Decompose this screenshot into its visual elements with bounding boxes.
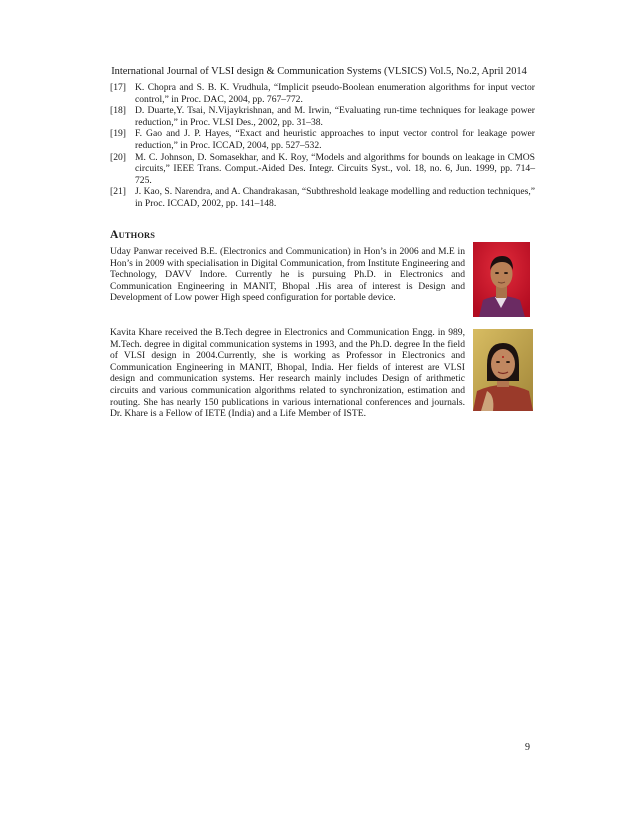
reference-item [110, 105, 535, 128]
page-number: 9 [525, 742, 530, 753]
author-photo-panwar [473, 242, 530, 317]
portrait-icon [473, 242, 530, 317]
reference-list [110, 82, 535, 210]
reference-item [110, 152, 535, 187]
reference-number: [19] [110, 128, 126, 140]
reference-text: D. Duarte,Y. Tsai, N.Vijaykrishnan, and M. Irwin, “Evaluating run-time techniques for leakage power reduction,” in Proc. VLSI Des., 2002, pp. 31–38. [135, 105, 535, 128]
portrait-icon [473, 329, 533, 411]
author-bio-panwar: Uday Panwar received B.E. (Electronics and Communication) in Hon’s in 2006 and M.E in Hon’s in 2009 with specialisation in Digital Communication, from Institute Engineering and Technology, DAVV Indore. Currently he is pursuing Ph.D. in Electronics and Communication Engineering in MANIT, Bhopal .His area of interest is Design and Development of Low power High speed configuration for portable device. [110, 246, 465, 304]
authors-heading-initial: A [110, 228, 119, 241]
reference-number: [20] [110, 151, 126, 163]
reference-item [110, 128, 535, 151]
author-bio-khare: Kavita Khare received the B.Tech degree in Electronics and Communication Engg. in 989, M.Tech. degree in digital communication systems in 1993, and the Ph.D. degree In the field of VLSI design in 2004.Currently, she is working as Professor in Electronics and Communication Engineering in MANIT, Bhopal, India. Her fields of interest are VLSI design and communication systems. Her research mainly includes Design of arithmetic circuits and various communication algorithms related to synchronization, estimation and routing. She has nearly 150 publications in various international conferences and journals. Dr. Khare is a Fellow of IETE (India) and a Life Member of ISTE. [110, 327, 465, 420]
running-header: International Journal of VLSI design & Communication Systems (VLSICS) Vol.5, No.2, April 2014 [111, 66, 527, 77]
authors-heading-rest: UTHORS [118, 231, 156, 240]
reference-item [110, 186, 535, 209]
authors-heading [110, 228, 155, 241]
reference-number: [17] [110, 82, 126, 93]
author-photo-khare [473, 329, 533, 411]
reference-item [110, 82, 535, 105]
reference-number: [18] [110, 105, 126, 117]
reference-number: [21] [110, 186, 126, 198]
reference-text: M. C. Johnson, D. Somasekhar, and K. Roy, “Models and algorithms for bounds on leakage in CMOS circuits,” IEEE Trans. Comput.-Aided Des. Integr. Circuits Syst., vol. 18, no. 6, Jun. 1999, pp. 714–725. [135, 151, 535, 186]
reference-text: J. Kao, S. Narendra, and A. Chandrakasan, “Subthreshold leakage modelling and reduction techniques,” in Proc. ICCAD, 2002, pp. 141–148. [135, 186, 535, 209]
reference-text: F. Gao and J. P. Hayes, “Exact and heuristic approaches to input vector control for leakage power reduction,” in Proc. ICCAD, 2004, pp. 527–532. [135, 128, 535, 151]
reference-text: K. Chopra and S. B. K. Vrudhula, “Implicit pseudo-Boolean enumeration algorithms for input vector control,” in Proc. DAC, 2004, pp. 767–772. [135, 82, 535, 105]
